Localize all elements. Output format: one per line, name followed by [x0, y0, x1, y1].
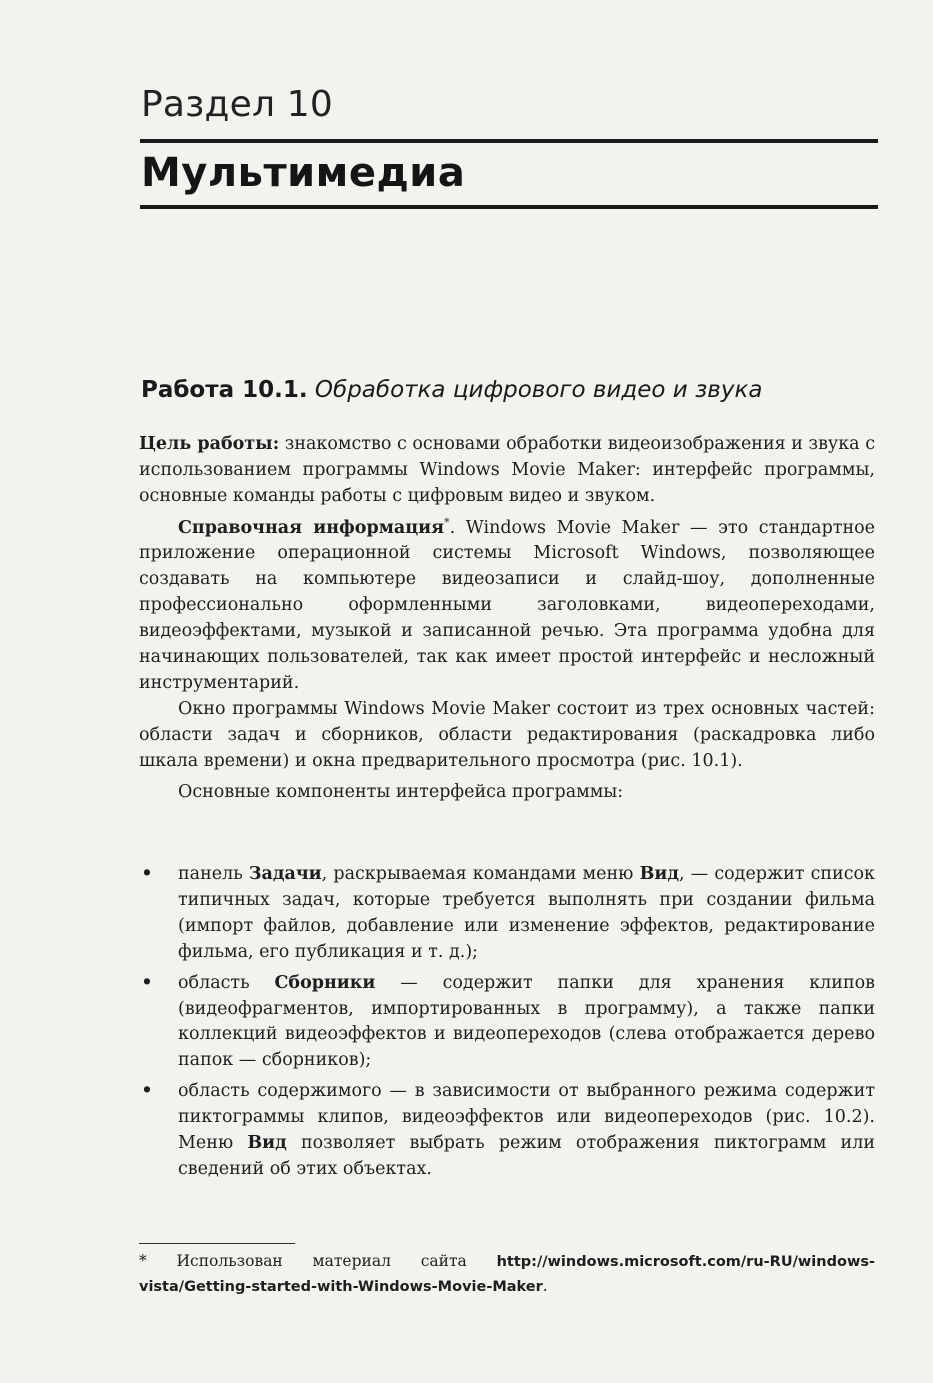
footnote-url: http://windows.microsoft.com/ru-RU/windows-vista/Getting-started-with-Windows-Movie-Maker: [139, 1254, 875, 1295]
footnote-end: .: [542, 1277, 548, 1295]
bullet-icon: •: [141, 972, 153, 993]
work-title: Обработка цифрового видео и звука: [314, 377, 763, 403]
item-text: панель: [178, 864, 249, 884]
header-rule-top: [140, 139, 878, 143]
list-item: [139, 862, 875, 966]
chapter-title: Мультимедиа: [141, 150, 466, 196]
bullet-icon: •: [141, 1081, 153, 1102]
item-bold: Вид: [639, 864, 679, 884]
item-bold: Вид: [247, 1133, 287, 1154]
components-list: [139, 862, 875, 1188]
reference-footnote-mark: *: [444, 515, 450, 529]
header-rule-bottom: [140, 205, 878, 209]
body-text: [139, 432, 875, 806]
item-text: область содержимого — в зависимости от выбранного режима содержит пиктограммы клипов, видеоэффектов или видеопереходов (рис. 10.2). Меню: [178, 1081, 875, 1154]
reference-label: Справочная информация: [178, 517, 445, 538]
footnote-rule: [139, 1243, 295, 1244]
components-intro: Основные компоненты интерфейса программы:: [178, 781, 624, 802]
goal-label: Цель работы:: [139, 434, 280, 454]
work-number: Работа 10.1.: [141, 377, 308, 403]
item-bold: Задачи: [248, 864, 322, 884]
item-text: , — содержит список типичных задач, которые требуется выполнять при создании фильма (импорт файлов, добавление или изменение эффектов, редактирование фильма, его публикация и т. д.);: [178, 864, 875, 962]
list-item: [139, 1079, 875, 1183]
footnote-text: Использован материал сайта: [146, 1252, 497, 1270]
list-item: [139, 971, 875, 1075]
bullet-icon: •: [141, 864, 153, 884]
reference-text: . Windows Movie Maker — это стандартное приложение операционной системы Microsoft Windows, позволяющее создавать на компьютере видеозаписи и слайд-шоу, дополненные профессионально оформленными заголовками, видеопереходами, видеоэффектами, музыкой и записанной речью. Эта программа удобна для начинающих пользователей, так как имеет простой интерфейс и несложный инструментарий.: [139, 517, 876, 693]
reference-paragraph: [139, 510, 875, 697]
goal-paragraph: [139, 432, 875, 510]
item-text: , раскрываемая командами меню: [321, 864, 640, 884]
section-label: Раздел 10: [141, 84, 334, 125]
item-text: область: [178, 972, 275, 993]
window-paragraph: Окно программы Windows Movie Maker состоит из трех основных частей: области задач и сборников, области редактирования (раскадровка либо шкала времени) и окна предварительного просмотра (рис. 10.1).: [139, 698, 875, 771]
item-text: позволяет выбрать режим отображения пиктограмм или сведений об этих объектах.: [178, 1133, 875, 1179]
goal-text: знакомство с основами обработки видеоизображения и звука с использованием программы Windows Movie Maker: интерфейс программы, основные команды работы с цифровым видео и звуком.: [139, 434, 876, 506]
footnote: [139, 1249, 875, 1299]
footnote-mark: *: [139, 1252, 147, 1270]
work-heading: [141, 377, 762, 403]
item-text: — содержит папки для хранения клипов (видеофрагментов, импортированных в программу), а также папки коллекций видеоэффектов и видеопереходов (слева отображается дерево папок — сборников);: [178, 972, 876, 1071]
item-bold: Сборники: [274, 972, 376, 993]
